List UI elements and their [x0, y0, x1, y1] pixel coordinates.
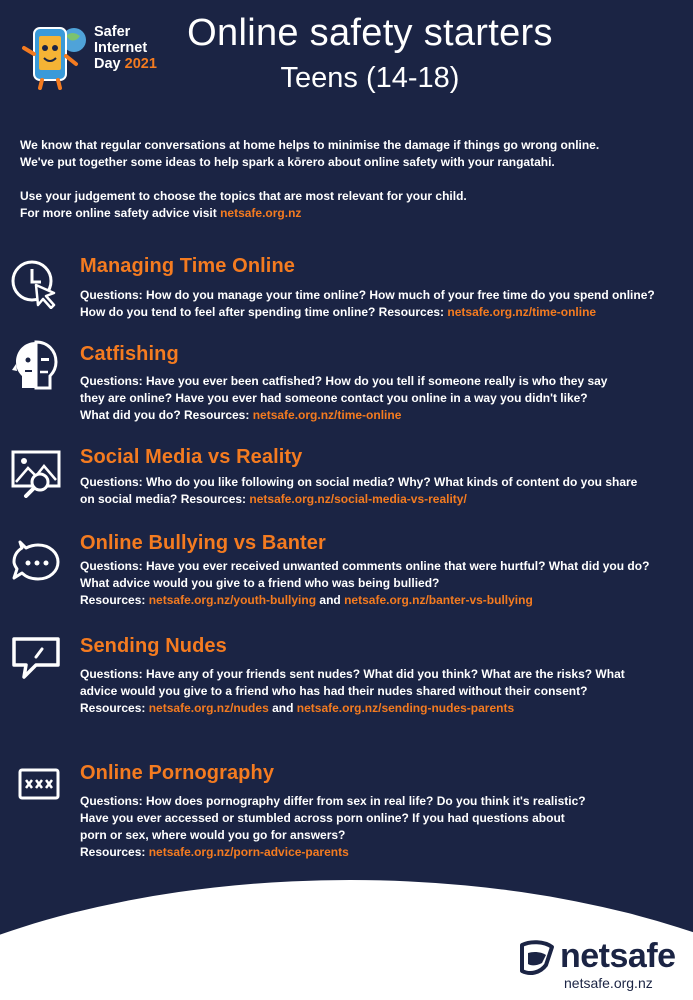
- netsafe-shield-icon: [514, 939, 558, 979]
- body-line: Questions: Who do you like following on social media? Why? What kinds of content do you share: [80, 475, 638, 489]
- body-line: they are online? Have you ever had someone contact you online in a way you didn't like?: [80, 391, 588, 405]
- intro-line-3: Use your judgement to choose the topics that are most relevant for your child.: [20, 189, 467, 203]
- sid-line-1: Safer: [94, 24, 131, 40]
- section-title: Online Bullying vs Banter: [80, 532, 326, 554]
- body-line: Questions: Have you ever received unwanted comments online that were hurtful? What did you do?: [80, 559, 650, 573]
- body-line: Questions: Have you ever been catfished? How do you tell if someone really is who they say: [80, 374, 608, 388]
- safer-internet-day-logo: [14, 14, 164, 94]
- resource-link[interactable]: netsafe.org.nz/porn-advice-parents: [148, 845, 349, 859]
- body-line: [80, 491, 680, 508]
- body-line: What advice would you give to a friend who was being bullied?: [80, 576, 440, 590]
- body-line: [80, 304, 680, 321]
- page-title: Online safety starters: [187, 12, 553, 54]
- intro-line-4-prefix: For more online safety advice visit: [20, 206, 217, 220]
- section-body: [80, 666, 680, 717]
- body-line-text: Resources:: [80, 593, 146, 607]
- section-title: Catfishing: [80, 343, 179, 365]
- body-line-text: What did you do? Resources:: [80, 408, 250, 422]
- body-line: Have you ever accessed or stumbled across porn online? If you had questions about: [80, 811, 565, 825]
- chat-bubble-icon: [10, 534, 62, 586]
- phone-mascot-icon: [14, 14, 94, 94]
- body-line-joiner: and: [272, 701, 294, 715]
- body-line-joiner: and: [319, 593, 341, 607]
- section-title: Managing Time Online: [80, 255, 295, 277]
- intro-link[interactable]: netsafe.org.nz: [220, 206, 302, 220]
- section-body: [80, 474, 680, 508]
- body-line: [80, 844, 680, 861]
- image-magnifier-icon: [10, 446, 62, 498]
- body-line-text: Resources:: [80, 701, 146, 715]
- sid-line-3: Day: [94, 56, 121, 72]
- netsafe-logo: [512, 937, 692, 997]
- section-body: [80, 373, 680, 424]
- section-title: Social Media vs Reality: [80, 446, 303, 468]
- section-title: Online Pornography: [80, 762, 275, 784]
- resource-link[interactable]: netsafe.org.nz/banter-vs-bullying: [344, 593, 533, 607]
- sid-line-2: Internet: [94, 40, 148, 56]
- body-line: Questions: How does pornography differ from sex in real life? Do you think it's realistic?: [80, 794, 586, 808]
- intro-line-1: We know that regular conversations at home helps to minimise the damage if things go wrong online.: [20, 138, 600, 152]
- body-line: Questions: How do you manage your time online? How much of your free time do you spend online?: [80, 288, 655, 302]
- body-line: Questions: Have any of your friends sent nudes? What did you think? What are the risks? What: [80, 667, 625, 681]
- resource-link[interactable]: netsafe.org.nz/youth-bullying: [148, 593, 317, 607]
- section-title: Sending Nudes: [80, 635, 227, 657]
- body-line-text: on social media? Resources:: [80, 492, 247, 506]
- intro-text: [20, 137, 670, 222]
- body-line: porn or sex, where would you go for answers?: [80, 828, 346, 842]
- body-line: [80, 407, 680, 424]
- body-line-text: How do you tend to feel after spending time online? Resources:: [80, 305, 445, 319]
- resource-link[interactable]: netsafe.org.nz/nudes: [148, 701, 269, 715]
- clock-cursor-icon: [10, 257, 62, 309]
- intro-line-4: [20, 205, 670, 222]
- netsafe-wordmark: netsafe: [560, 937, 676, 975]
- sid-year: 2021: [124, 56, 157, 72]
- speech-box-icon: [10, 635, 62, 687]
- body-line: [80, 700, 680, 717]
- resource-link[interactable]: netsafe.org.nz/social-media-vs-reality/: [249, 492, 467, 506]
- netsafe-url[interactable]: netsafe.org.nz: [564, 975, 653, 991]
- two-faces-icon: [10, 340, 62, 392]
- resource-link[interactable]: netsafe.org.nz/time-online: [252, 408, 402, 422]
- body-line-text: Resources:: [80, 845, 146, 859]
- body-line: [80, 592, 680, 609]
- section-body: [80, 793, 680, 861]
- resource-link[interactable]: netsafe.org.nz/sending-nudes-parents: [296, 701, 515, 715]
- page-subtitle: Teens (14-18): [280, 62, 460, 94]
- intro-line-2: We've put together some ideas to help spark a kōrero about online safety with your rangatahi.: [20, 155, 555, 169]
- section-body: [80, 287, 680, 321]
- sid-logo-text: [94, 24, 157, 72]
- xxx-box-icon: [10, 762, 62, 814]
- resource-link[interactable]: netsafe.org.nz/time-online: [447, 305, 597, 319]
- section-body: [80, 558, 680, 609]
- body-line: advice would you give to a friend who has had their nudes shared without their consent?: [80, 684, 588, 698]
